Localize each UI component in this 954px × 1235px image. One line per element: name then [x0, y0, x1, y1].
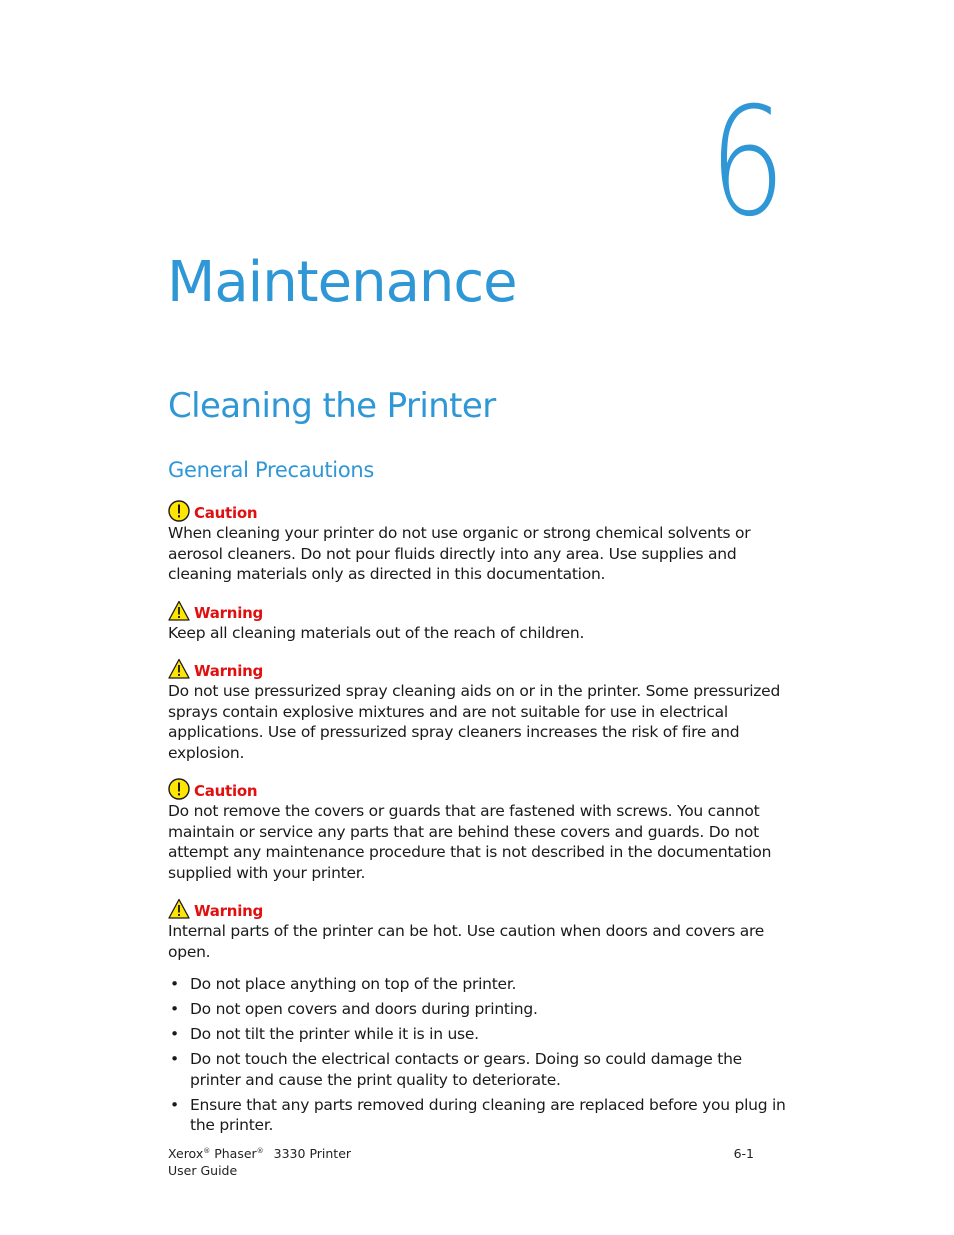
notice-label: Warning [194, 662, 264, 680]
precautions-list [168, 974, 793, 1136]
warning-notice [168, 895, 793, 962]
caution-notice [168, 497, 793, 585]
chapter-number: 6 [708, 76, 782, 250]
caution-notice [168, 775, 793, 883]
footer-product-line [168, 1145, 351, 1162]
footer-model: 3330 Printer [273, 1146, 352, 1161]
notice-text: When cleaning your printer do not use organic or strong chemical solvents or aerosol cleaners. Do not pour fluids directly into any area. Use supplies and cleaning materials only as directed in this documentation. [168, 524, 751, 583]
notice-text: Do not use pressurized spray cleaning aids on or in the printer. Some pressurized sprays contain explosive mixtures and are not suitable for use in electrical applications. Use of pressurized spray cleaners increases the risk of fire and explosion. [168, 682, 781, 762]
notice-label: Caution [194, 504, 258, 522]
page-content [168, 497, 793, 1140]
warning-notice [168, 655, 793, 763]
list-item: • Do not place anything on top of the printer. [168, 974, 793, 995]
footer-product: Phaser [214, 1146, 257, 1161]
warning-notice [168, 597, 793, 644]
footer-product-info [168, 1145, 351, 1179]
list-item: • Do not tilt the printer while it is in use. [168, 1024, 793, 1045]
caution-icon [168, 778, 190, 800]
warning-icon [168, 898, 190, 920]
notice-label: Warning [194, 902, 264, 920]
caution-icon [168, 500, 190, 522]
warning-icon [168, 658, 190, 680]
subsection-title: General Precautions [168, 458, 375, 482]
footer-brand: Xerox [168, 1146, 204, 1161]
notice-text: Internal parts of the printer can be hot. Use caution when doors and covers are open. [168, 922, 765, 961]
section-title: Cleaning the Printer [168, 386, 496, 426]
chapter-title: Maintenance [167, 250, 517, 315]
registered-mark: ® [256, 1147, 264, 1155]
list-item: • Do not open covers and doors during printing. [168, 999, 793, 1020]
list-item: • Ensure that any parts removed during cleaning are replaced before you plug in the printer. [168, 1095, 793, 1136]
footer-doc-title: User Guide [168, 1163, 238, 1178]
page-number: 6-1 [733, 1146, 754, 1161]
registered-mark: ® [203, 1147, 211, 1155]
notice-label: Warning [194, 603, 264, 622]
list-item: • Do not touch the electrical contacts or gears. Doing so could damage the printer and cause the print quality to deteriorate. [168, 1049, 793, 1090]
notice-text: Do not remove the covers or guards that are fastened with screws. You cannot maintain or service any parts that are behind these covers and guards. Do not attempt any maintenance procedure that is not described in the documentation supplied with your printer. [168, 802, 772, 882]
notice-label: Caution [194, 782, 258, 800]
notice-text: Keep all cleaning materials out of the reach of children. [168, 623, 585, 642]
warning-icon [168, 600, 190, 622]
page-footer [168, 1145, 754, 1179]
